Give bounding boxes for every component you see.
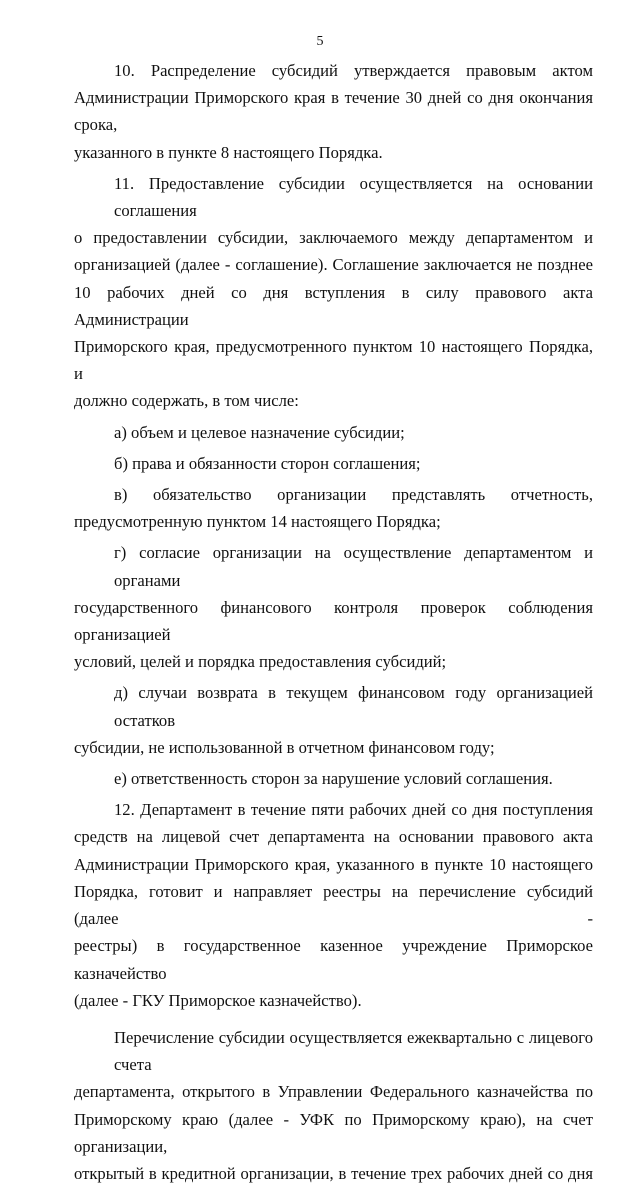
text-line: б) права и обязанности сторон соглашения;: [114, 453, 421, 473]
text-line: предусмотренную пунктом 14 настоящего Порядка;: [74, 512, 441, 532]
text-line: г) согласие организации на осуществление департаментом и органами: [114, 543, 593, 590]
list-item-d: [74, 679, 593, 761]
text-line: средств на лицевой счет департамента на основании правового акта: [74, 827, 593, 847]
text-line: в) обязательство организации представлять отчетность,: [114, 485, 593, 505]
text-line: должно содержать, в том числе:: [74, 391, 299, 411]
text-line: реестры) в государственное казенное учреждение Приморское казначейство: [74, 936, 593, 983]
list-item-g: [74, 539, 593, 675]
text-line: Приморского края, предусмотренного пунктом 10 настоящего Порядка, и: [74, 337, 593, 384]
text-line: 10. Распределение субсидий утверждается правовым актом: [114, 61, 593, 80]
text-line: организацией (далее - соглашение). Соглашение заключается не позднее: [74, 255, 593, 275]
document-body: [74, 57, 593, 1187]
text-line: а) объем и целевое назначение субсидии;: [114, 422, 405, 442]
text-line: департамента, открытого в Управлении Федерального казначейства по: [74, 1082, 593, 1102]
text-line: д) случаи возврата в текущем финансовом году организацией остатков: [114, 683, 593, 730]
text-line: условий, целей и порядка предоставления субсидий;: [74, 652, 447, 672]
text-line: 11. Предоставление субсидии осуществляется на основании соглашения: [114, 173, 593, 221]
text-line: государственного финансового контроля проверок соблюдения организацией: [74, 597, 593, 645]
text-line: е) ответственность сторон за нарушение условий соглашения.: [114, 769, 553, 789]
paragraph-10: [74, 57, 593, 166]
page-number: 5: [316, 34, 324, 49]
list-item-e: [74, 765, 593, 792]
list-item-a: [74, 419, 593, 446]
list-item-b: [74, 450, 593, 477]
text-line: (далее - ГКУ Приморское казначейство).: [74, 990, 362, 1010]
text-line: Порядка, готовит и направляет реестры на перечисление субсидий (далее -: [74, 881, 593, 929]
paragraph-11: [74, 170, 593, 415]
list-item-c: [74, 481, 593, 535]
text-line: открытый в кредитной организации, в течение трех рабочих дней со дня: [74, 1163, 593, 1183]
text-line: указанного в пункте 8 настоящего Порядка.: [74, 142, 383, 162]
paragraph-12: [74, 796, 593, 1014]
text-line: Администрации Приморского края в течение 30 дней со дня окончания срока,: [74, 88, 593, 135]
text-line: Перечисление субсидии осуществляется ежеквартально с лицевого счета: [114, 1027, 593, 1075]
text-line: 12. Департамент в течение пяти рабочих дней со дня поступления: [114, 800, 593, 820]
text-line: 10 рабочих дней со дня вступления в силу правового акта Администрации: [74, 282, 593, 329]
paragraph-transfer: [74, 1024, 593, 1187]
text-line: о предоставлении субсидии, заключаемого между департаментом и: [74, 228, 593, 248]
text-line: субсидии, не использованной в отчетном финансовом году;: [74, 737, 495, 757]
text-line: Администрации Приморского края, указанного в пункте 10 настоящего: [74, 854, 593, 874]
text-line: Приморскому краю (далее - УФК по Приморскому краю), на счет организации,: [74, 1109, 593, 1156]
